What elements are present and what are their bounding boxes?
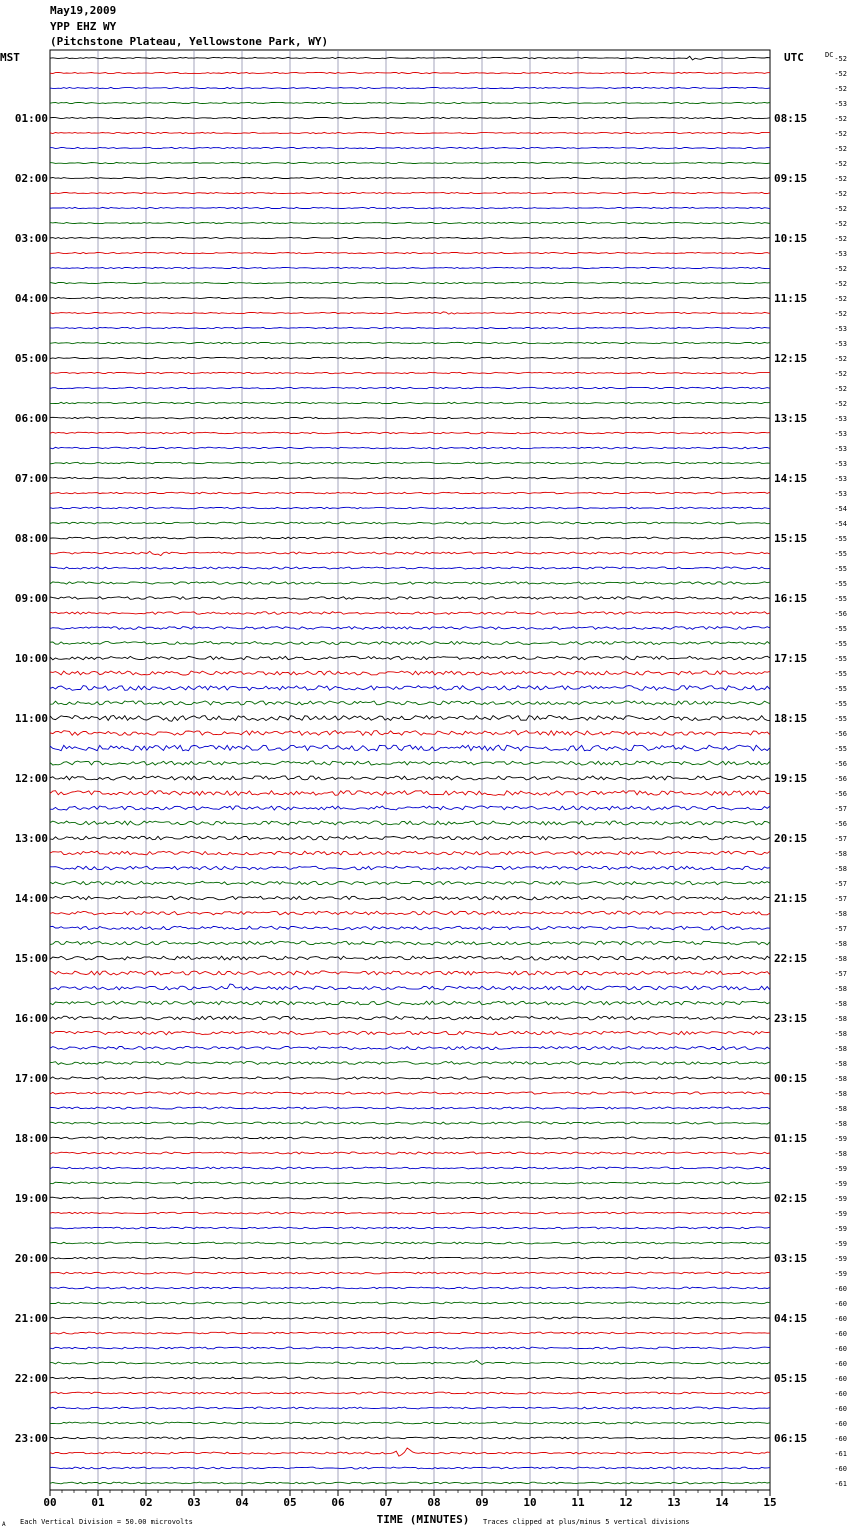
seismic-trace [50,567,770,569]
seismic-trace [50,716,770,722]
seismic-trace [50,72,770,73]
seismic-trace [50,731,770,736]
utc-hour-label: 10:15 [774,232,808,245]
seismic-trace [50,1152,770,1154]
dc-offset-label: -55 [834,640,847,648]
x-tick-label: 04 [235,1496,249,1509]
dc-offset-label: -55 [834,745,847,753]
dc-offset-label: -52 [834,370,847,378]
seismic-trace [50,1167,770,1169]
seismic-trace [50,387,770,388]
mst-hour-label: 19:00 [14,1192,48,1205]
dc-offset-label: -59 [834,1225,847,1233]
seismic-trace [50,402,770,403]
x-tick-label: 13 [667,1496,681,1509]
seismic-trace [50,162,770,163]
dc-offset-label: -58 [834,1090,847,1098]
seismic-trace [50,56,770,60]
dc-offset-label: -59 [834,1135,847,1143]
utc-hour-label: 18:15 [774,712,808,725]
seismic-trace [50,1031,770,1035]
dc-offset-label: -52 [834,55,847,63]
dc-offset-label: -60 [834,1405,847,1413]
seismic-trace [50,1257,770,1259]
dc-offset-label: -60 [834,1360,847,1368]
dc-offset-label: -57 [834,895,847,903]
dc-offset-label: -55 [834,655,847,663]
clip-footnote: Traces clipped at plus/minus 5 vertical divisions [483,1518,690,1526]
dc-offset-label: -55 [834,550,847,558]
dc-offset-label: -58 [834,1015,847,1023]
dc-offset-label: -56 [834,775,847,783]
utc-hour-label: 12:15 [774,352,808,365]
seismic-trace [50,507,770,509]
seismic-trace [50,1287,770,1289]
dc-offset-label: -59 [834,1180,847,1188]
x-tick-label: 00 [43,1496,57,1509]
dc-offset-label: -59 [834,1240,847,1248]
x-tick-label: 10 [523,1496,537,1509]
seismic-trace [50,881,770,885]
dc-offset-label: -55 [834,565,847,573]
seismic-trace [50,971,770,975]
dc-offset-label: -52 [834,145,847,153]
dc-offset-label: -59 [834,1210,847,1218]
seismic-trace [50,956,770,960]
seismic-trace [50,297,770,298]
mst-hour-label: 14:00 [14,892,48,905]
mst-hour-label: 09:00 [14,592,48,605]
utc-hour-label: 11:15 [774,292,808,305]
dc-offset-label: -56 [834,820,847,828]
seismic-trace [50,911,770,915]
station-location: (Pitchstone Plateau, Yellowstone Park, WY) [50,35,329,48]
dc-offset-label: -60 [834,1285,847,1293]
dc-offset-label: -52 [834,175,847,183]
dc-offset-label: -58 [834,865,847,873]
utc-hour-label: 14:15 [774,472,808,485]
dc-offset-label: -52 [834,280,847,288]
dc-offset-label: -53 [834,250,847,258]
dc-offset-label: -54 [834,520,847,528]
dc-offset-label: -58 [834,940,847,948]
dc-offset-label: -58 [834,1030,847,1038]
seismic-trace [50,776,770,780]
utc-hour-label: 21:15 [774,892,808,905]
dc-offset-label: -56 [834,760,847,768]
dc-offset-label: -53 [834,430,847,438]
seismic-trace [50,1407,770,1409]
seismic-trace [50,1182,770,1184]
dc-offset-label: -52 [834,85,847,93]
dc-offset-label: -53 [834,460,847,468]
dc-offset-label: -55 [834,670,847,678]
seismic-trace [50,612,770,615]
seismic-trace [50,1122,770,1124]
utc-hour-label: 01:15 [774,1132,808,1145]
plot-frame [50,50,770,1490]
dc-offset-label: -55 [834,685,847,693]
seismic-trace [50,1302,770,1304]
seismic-trace [50,1092,770,1094]
dc-offset-label: -58 [834,910,847,918]
utc-hour-label: 23:15 [774,1012,808,1025]
left-timezone-label: MST [0,51,20,64]
mst-hour-label: 13:00 [14,832,48,845]
dc-offset-label: -57 [834,925,847,933]
dc-offset-label: -57 [834,880,847,888]
seismic-trace [50,1137,770,1139]
dc-offset-label: -59 [834,1270,847,1278]
dc-offset-label: -61 [834,1480,847,1488]
dc-offset-label: -52 [834,205,847,213]
seismic-trace [50,1332,770,1334]
x-tick-label: 08 [427,1496,441,1509]
record-date: May19,2009 [50,4,117,17]
seismic-trace [50,192,770,193]
dc-offset-label: -52 [834,130,847,138]
seismic-trace [50,357,770,358]
dc-offset-label: -52 [834,385,847,393]
dc-offset-label: -53 [834,340,847,348]
dc-offset-label: -52 [834,400,847,408]
seismic-trace [50,342,770,343]
mst-hour-label: 02:00 [14,172,48,185]
x-tick-label: 01 [91,1496,105,1509]
seismic-trace [50,372,770,373]
x-tick-label: 11 [571,1496,585,1509]
seismic-trace [50,537,770,539]
mst-hour-label: 10:00 [14,652,48,665]
dc-offset-label: -61 [834,1450,847,1458]
x-tick-label: 15 [763,1496,777,1509]
mst-hour-label: 12:00 [14,772,48,785]
mst-hour-label: 03:00 [14,232,48,245]
dc-offset-label: -55 [834,580,847,588]
dc-offset-label: -52 [834,355,847,363]
seismic-trace [50,1437,770,1439]
dc-offset-label: -52 [834,190,847,198]
seismic-trace [50,117,770,118]
x-tick-label: 14 [715,1496,729,1509]
mst-hour-label: 23:00 [14,1432,48,1445]
dc-offset-label: -58 [834,1105,847,1113]
seismic-trace [50,896,770,900]
dc-offset-label: -56 [834,790,847,798]
utc-hour-label: 16:15 [774,592,808,605]
dc-offset-label: -58 [834,1045,847,1053]
mst-hour-label: 11:00 [14,712,48,725]
x-tick-label: 07 [379,1496,393,1509]
seismic-trace [50,207,770,208]
utc-hour-label: 17:15 [774,652,808,665]
dc-offset-label: -60 [834,1375,847,1383]
seismic-trace [50,447,770,449]
dc-offset-label: -55 [834,715,847,723]
scale-footnote: Each Vertical Division = 50.00 microvolts [20,1518,193,1526]
dc-offset-label: -60 [834,1315,847,1323]
utc-hour-label: 13:15 [774,412,808,425]
seismic-trace [50,132,770,133]
seismic-trace [50,821,770,825]
dc-offset-label: -58 [834,955,847,963]
seismic-trace [50,671,770,675]
mst-hour-label: 06:00 [14,412,48,425]
dc-offset-label: -52 [834,235,847,243]
utc-hour-label: 04:15 [774,1312,808,1325]
x-tick-label: 03 [187,1496,201,1509]
seismic-trace [50,791,770,796]
seismic-trace [50,1377,770,1379]
seismic-trace [50,1077,770,1079]
dc-offset-label: -58 [834,1150,847,1158]
mst-hour-label: 18:00 [14,1132,48,1145]
seismic-trace [50,941,770,945]
mst-hour-label: 21:00 [14,1312,48,1325]
seismic-trace [50,1212,770,1214]
seismic-trace [50,267,770,268]
dc-offset-label: -58 [834,850,847,858]
seismic-trace [50,1360,770,1364]
dc-offset-label: -55 [834,595,847,603]
seismic-trace [50,1448,770,1456]
dc-offset-label: -56 [834,610,847,618]
mst-hour-label: 05:00 [14,352,48,365]
mst-hour-label: 17:00 [14,1072,48,1085]
seismic-trace [50,866,770,870]
seismic-trace [50,1467,770,1469]
dc-offset-label: -59 [834,1165,847,1173]
utc-hour-label: 00:15 [774,1072,808,1085]
mst-hour-label: 04:00 [14,292,48,305]
seismic-trace [50,1392,770,1394]
utc-hour-label: 08:15 [774,112,808,125]
seismic-trace [50,926,770,930]
seismic-trace [50,656,770,660]
dc-offset-label: -53 [834,325,847,333]
right-timezone-label: UTC [784,51,804,64]
dc-offset-label: -57 [834,835,847,843]
seismic-trace [50,1016,770,1020]
dc-offset-label: -59 [834,1255,847,1263]
dc-label: DC [825,51,834,59]
seismic-trace [50,1227,770,1229]
utc-hour-label: 20:15 [774,832,808,845]
mst-hour-label: 16:00 [14,1012,48,1025]
seismic-trace [50,984,770,990]
utc-hour-label: 05:15 [774,1372,808,1385]
seismic-trace [50,282,770,283]
seismic-trace [50,1062,770,1065]
utc-hour-label: 22:15 [774,952,808,965]
mst-hour-label: 08:00 [14,532,48,545]
dc-offset-label: -52 [834,70,847,78]
dc-offset-label: -53 [834,100,847,108]
x-axis-title: TIME (MINUTES) [376,1513,470,1526]
dc-offset-label: -52 [834,115,847,123]
seismic-trace [50,492,770,494]
dc-offset-label: -55 [834,625,847,633]
dc-offset-label: -53 [834,445,847,453]
dc-offset-label: -60 [834,1345,847,1353]
seismic-trace [50,1317,770,1319]
seismic-trace [50,1347,770,1349]
seismic-trace [50,1046,770,1049]
dc-offset-label: -54 [834,505,847,513]
seismic-trace [50,522,770,524]
x-tick-label: 09 [475,1496,489,1509]
seismic-trace [50,1422,770,1424]
seismic-trace [50,237,770,238]
dc-offset-label: -58 [834,985,847,993]
dc-offset-label: -56 [834,730,847,738]
dc-offset-label: -58 [834,1120,847,1128]
seismic-trace [50,477,770,479]
seismic-trace [50,745,770,751]
seismic-trace [50,252,770,253]
dc-offset-label: -55 [834,700,847,708]
dc-offset-label: -58 [834,1060,847,1068]
seismic-trace [50,1001,770,1005]
seismic-trace [50,597,770,600]
mst-hour-label: 15:00 [14,952,48,965]
seismic-trace [50,1482,770,1484]
utc-hour-label: 19:15 [774,772,808,785]
seismic-trace [50,851,770,855]
mst-hour-label: 01:00 [14,112,48,125]
utc-hour-label: 06:15 [774,1432,808,1445]
x-tick-label: 05 [283,1496,297,1509]
mst-hour-label: 22:00 [14,1372,48,1385]
seismic-trace [50,701,770,705]
seismic-trace [50,462,770,464]
seismic-trace [50,806,770,810]
seismic-trace [50,147,770,148]
dc-offset-label: -53 [834,475,847,483]
seismic-trace [50,102,770,103]
dc-offset-label: -55 [834,535,847,543]
utc-hour-label: 15:15 [774,532,808,545]
dc-offset-label: -60 [834,1390,847,1398]
dc-offset-label: -60 [834,1465,847,1473]
dc-offset-label: -60 [834,1330,847,1338]
dc-offset-label: -52 [834,160,847,168]
footer-mark: A [2,1521,6,1528]
seismic-trace [50,417,770,419]
dc-offset-label: -52 [834,295,847,303]
seismic-trace [50,432,770,434]
dc-offset-label: -53 [834,415,847,423]
dc-offset-label: -60 [834,1420,847,1428]
seismic-trace [50,327,770,328]
utc-hour-label: 02:15 [774,1192,808,1205]
seismic-trace [50,761,770,765]
dc-offset-label: -53 [834,490,847,498]
seismic-trace [50,551,770,555]
dc-offset-label: -58 [834,1075,847,1083]
station-code: YPP EHZ WY [50,20,117,33]
dc-offset-label: -59 [834,1195,847,1203]
seismic-trace [50,582,770,584]
x-tick-label: 12 [619,1496,633,1509]
dc-offset-label: -60 [834,1435,847,1443]
dc-offset-label: -58 [834,1000,847,1008]
seismic-trace [50,1107,770,1109]
seismic-trace [50,87,770,88]
dc-offset-label: -52 [834,310,847,318]
seismic-trace [50,177,770,178]
mst-hour-label: 20:00 [14,1252,48,1265]
dc-offset-label: -52 [834,265,847,273]
seismic-trace [50,1242,770,1244]
seismic-trace [50,627,770,630]
utc-hour-label: 03:15 [774,1252,808,1265]
seismic-trace [50,1197,770,1199]
dc-offset-label: -57 [834,805,847,813]
seismic-trace [50,222,770,223]
mst-hour-label: 07:00 [14,472,48,485]
dc-offset-label: -60 [834,1300,847,1308]
dc-offset-label: -52 [834,220,847,228]
dc-offset-label: -57 [834,970,847,978]
x-tick-label: 06 [331,1496,345,1509]
x-tick-label: 02 [139,1496,153,1509]
utc-hour-label: 09:15 [774,172,808,185]
seismic-trace [50,686,770,691]
seismic-trace [50,312,770,314]
seismic-trace [50,642,770,645]
seismic-trace [50,1272,770,1274]
seismic-trace [50,836,770,840]
